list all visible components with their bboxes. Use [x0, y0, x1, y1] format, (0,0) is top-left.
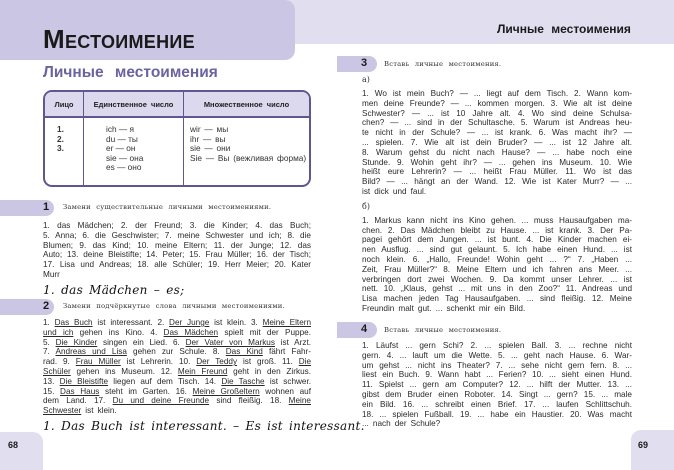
- underlined-phrase: Der Teddy: [196, 357, 238, 367]
- exercise-3-tab: [337, 56, 377, 72]
- text-line: ... spielen. 7. Wie alt ist dein Bruder? — ... ist 12 Jahre alt.: [362, 137, 632, 147]
- singular-item: du — ты: [106, 133, 138, 144]
- underlined-phrase: Die Kinder: [55, 337, 98, 347]
- underlined-phrase: Meine: [288, 396, 311, 406]
- exercise-1-number: 1: [43, 201, 50, 213]
- text-segment: 15.: [43, 386, 61, 396]
- underlined-phrase: Das Mädchen: [163, 327, 219, 337]
- text-segment: gehen zur Schule. 8.: [126, 347, 226, 357]
- person-item: 1.: [57, 124, 64, 134]
- underlined-phrase: Der Vater von Markus: [185, 337, 275, 347]
- text-line: pagei gehört dem Jungen. ... ist bunt. 4. Die Kinder machen ei-: [362, 235, 632, 245]
- text-segment: gehen ins Kino. 4.: [73, 327, 164, 337]
- column-singular: [84, 92, 184, 185]
- text-segment: fährt Fahr-: [262, 347, 311, 357]
- text-line: 5. Anna; 6. die Geschwister; 7. meine Schwester und ich; 8. die: [43, 230, 311, 240]
- text-line: ... nach der Schule?: [362, 419, 441, 429]
- text-line: chen? — ... sind in der Schultasche. 5. Warum ist Andreas heu-: [362, 118, 632, 128]
- singular-list: [106, 125, 143, 173]
- page-number-tab-right: [631, 430, 674, 470]
- text-line: Zeit, Frau Müller?“ 8. Meine Eltern und ich fahren ans Meer. ...: [362, 264, 632, 274]
- text-line: 1. das Mädchen; 2. der Freund; 3. die Kinder; 4. das Buch;: [43, 221, 311, 230]
- text-line: Stunde. 9. Wohin geht ihr? — ... gehen ins Museum. 10. Wie: [362, 157, 632, 167]
- text-line: [43, 396, 311, 406]
- exercise-3-part-a-label: а): [362, 75, 370, 84]
- text-segment: ist klein.: [81, 406, 117, 416]
- person-item: 2.: [57, 133, 64, 144]
- exercise-3-body: [362, 74, 632, 314]
- text-line: noch klein. 6. „Hallo, Freunde! Wohin geht ... ?“ 7. „Haben ...: [362, 254, 632, 264]
- underlined-phrase: Das Kind: [225, 347, 263, 357]
- section-subtitle: Личные местоимения: [43, 64, 218, 81]
- text-segment: singen ein Lied. 6.: [97, 337, 186, 347]
- exercise-3-part-b-text: [362, 216, 632, 314]
- text-line: [43, 357, 311, 367]
- exercise-3-instruction: Вставь личные местоимения.: [384, 60, 502, 68]
- text-line: [43, 406, 311, 416]
- text-line: Blumen; 9. das Kind; 10. meine Eltern; 11. der Junge; 12. das: [43, 240, 311, 250]
- exercise-3-part-b-label: б): [362, 201, 370, 211]
- text-segment: spielt mit der Puppe.: [218, 327, 311, 337]
- exercise-3-number: 3: [361, 57, 368, 69]
- underlined-phrase: Das Buch: [54, 318, 93, 327]
- plural-item: Sie — Вы (вежливая форма): [190, 152, 307, 163]
- page-number-left: 68: [8, 440, 19, 450]
- text-segment: rad. 9.: [43, 357, 76, 367]
- text-line: te nicht in der Schule? — ... ist krank. 6. Was macht ihr? —: [362, 128, 632, 138]
- underlined-phrase: Andreas und Lisa: [55, 347, 127, 357]
- underlined-phrase: Frau Müller: [75, 357, 121, 367]
- underlined-phrase: Meine Großeltern: [192, 386, 260, 396]
- text-segment: sind fleißig. 18.: [209, 396, 289, 406]
- text-segment: 7.: [43, 347, 56, 357]
- exercise-2-instruction: Замени подчёркнутые слова личными местоимениями.: [63, 302, 285, 310]
- exercise-2-example: 1. Das Buch ist interessant. – Es ist interessant.: [43, 418, 365, 433]
- column-plural: [184, 92, 309, 185]
- text-line: Murr: [43, 269, 60, 279]
- text-segment: gehen ins Museum. 12.: [70, 366, 178, 376]
- text-segment: ist Arzt.: [274, 337, 311, 347]
- exercise-4-number: 4: [361, 323, 368, 335]
- underlined-phrase: Schwester: [43, 406, 82, 416]
- text-line: heißt eure Lehrerin? — ... heißt Frau Müller. 11. Wo ist das: [362, 167, 632, 177]
- text-line: 1. Markus kann nicht ins Kino gehen. ... muss Hausaufgaben ma-: [362, 215, 632, 225]
- text-segment: wohnen auf: [259, 386, 311, 396]
- text-line: verbringen dort zwei Wochen. 9. Da kommt unser Lehrer. ... ist: [362, 274, 632, 284]
- plural-item: sie — они: [190, 143, 231, 154]
- underlined-phrase: Du und deine Freunde: [112, 396, 210, 406]
- singular-item: ich — я: [106, 124, 135, 134]
- underlined-phrase: Die Bleistifte: [59, 376, 109, 386]
- text-line: gibst dem Bruder einen Roboter. 14. Singt ... gern? 15. ... male: [362, 389, 632, 399]
- exercise-1-example: 1. das Mädchen – es;: [43, 282, 185, 297]
- text-segment: dem Land. 17.: [43, 396, 113, 406]
- text-line: ist dick und faul.: [362, 186, 427, 196]
- plural-item: ihr — вы: [190, 133, 226, 144]
- underlined-phrase: Mein Freund: [177, 366, 228, 376]
- text-line: Freundin malt gut. ... schenkt mir ein Bild.: [362, 303, 526, 313]
- text-segment: 1.: [43, 318, 55, 327]
- text-segment: 5.: [43, 337, 56, 347]
- exercise-1-text: [43, 221, 311, 280]
- exercise-4-instruction: Вставь личные местоимения.: [384, 326, 502, 334]
- page-number-right: 69: [638, 440, 649, 450]
- singular-item: es — оно: [106, 162, 142, 173]
- exercise-2-body: [43, 318, 365, 433]
- text-line: gern. 4. ... lauft um die Wette. 5. ... geht nach Hause. 6. War-: [362, 350, 632, 360]
- text-line: ein Bild. 16. ... schreibt einen Brief. 17. ... laufen Schlittschuh.: [362, 399, 632, 409]
- underlined-phrase: und ich: [43, 327, 74, 337]
- exercise-2-number: 2: [43, 300, 50, 312]
- text-line: [43, 318, 311, 328]
- underlined-phrase: Die: [298, 357, 311, 367]
- text-line: 18. ... spielen Fußball. 19. ... habe ein Haustier. 20. Was macht: [362, 409, 632, 419]
- text-line: [43, 328, 311, 338]
- text-line: nen Ausflug. ... sind gut gelaunt. 5. Ich habe einen Hund. ... ist: [362, 245, 632, 255]
- text-segment: ist schwer.: [264, 376, 311, 386]
- column-person: [45, 92, 84, 185]
- text-segment: ist Lehrerin. 10.: [120, 357, 197, 367]
- exercise-3-part-a-text: [362, 89, 632, 197]
- text-segment: ist klein. 3.: [209, 318, 263, 327]
- text-segment: geht in den Zirkus.: [227, 366, 311, 376]
- person-list: [57, 125, 64, 154]
- text-line: [43, 347, 311, 357]
- text-line: [43, 367, 311, 377]
- text-line: [43, 338, 311, 348]
- text-segment: liegen auf dem Tisch. 14.: [108, 376, 222, 386]
- text-line: um gehst ... nicht ins Theater? 7. ... sehe nicht gern fern. 8. ...: [362, 360, 632, 370]
- text-line: 8. Warum gehst du nicht nach Hause? — ... habe noch eine: [362, 147, 632, 157]
- singular-item: er — он: [106, 143, 136, 154]
- chapter-title: Местоимение: [43, 24, 195, 54]
- pronoun-table: [43, 90, 311, 187]
- plural-item: wir — мы: [190, 124, 229, 134]
- plural-list: [190, 125, 306, 163]
- exercise-4-tab: [337, 322, 377, 338]
- running-header: Личные местоимения: [497, 22, 631, 36]
- text-line: 1. Wo ist mein Buch? — ... liegt auf dem Tisch. 2. Wann kom-: [362, 89, 632, 98]
- text-line: Auto; 13. deine Bleistifte; 14. Peter; 15. Frau Müller; 16. der Tisch;: [43, 250, 311, 260]
- exercise-4-body: [362, 341, 632, 429]
- text-segment: 13.: [43, 376, 60, 386]
- underlined-phrase: Schüler: [43, 366, 71, 376]
- underlined-phrase: Das Haus: [60, 386, 100, 396]
- text-line: chen. 2. Das Mädchen bleibt zu Hause. ... ist krank. 3. Der Pa-: [362, 225, 632, 235]
- text-line: 11. Spielst ... gern am Computer? 12. ... hilft der Mutter. 13. ...: [362, 380, 632, 390]
- text-line: 17. Lisa und Andreas; 18. alle Schüler; 19. Herr Meier; 20. Kater: [43, 260, 311, 270]
- column-header: Множественное число: [203, 100, 290, 109]
- column-header: Лицо: [54, 100, 74, 109]
- exercise-2-text: [43, 318, 311, 416]
- text-line: nett. 10. „Klaus, gehst ... mit uns in den Zoo?“ 11. Andreas und: [362, 284, 632, 294]
- text-line: Lisa machen jeden Tag Hausaufgaben. ... sind fleißig. 12. Meine: [362, 294, 632, 304]
- text-line: men deine Freunde? — ... kommen morgen. 3. Wie alt ist deine: [362, 98, 632, 108]
- column-header: Единственное число: [93, 100, 174, 109]
- underlined-phrase: Meine Eltern: [262, 318, 311, 327]
- exercise-4-text: [362, 341, 632, 429]
- singular-item: sie — она: [106, 152, 144, 163]
- text-line: [43, 377, 311, 387]
- text-segment: ist groß. 11.: [237, 357, 299, 367]
- text-line: Bild? — ... hängt an der Wand. 12. Wie ist Kater Murr? — ...: [362, 177, 632, 187]
- text-line: liest ein Buch. 9. Wann habt ... Ferien? 10. ... sieht einen Hund.: [362, 370, 632, 380]
- text-segment: ist interessant. 2.: [92, 318, 170, 327]
- exercise-1-instruction: Замени существительные личными местоимениями.: [63, 203, 272, 211]
- underlined-phrase: Die Tasche: [221, 376, 265, 386]
- underlined-phrase: Der Junge: [169, 318, 210, 327]
- text-line: [43, 387, 311, 397]
- person-item: 3.: [57, 143, 64, 154]
- exercise-1-body: [43, 221, 311, 297]
- text-line: Schwester? — ... ist 10 Jahre alt. 4. Wo sind deine Schulsa-: [362, 108, 632, 118]
- text-segment: steht im Garten. 16.: [99, 386, 193, 396]
- text-line: 1. Läufst ... gern Schi? 2. ... spielen Ball. 3. ... rechne nicht: [362, 341, 632, 350]
- page-number-tab-left: [0, 432, 43, 470]
